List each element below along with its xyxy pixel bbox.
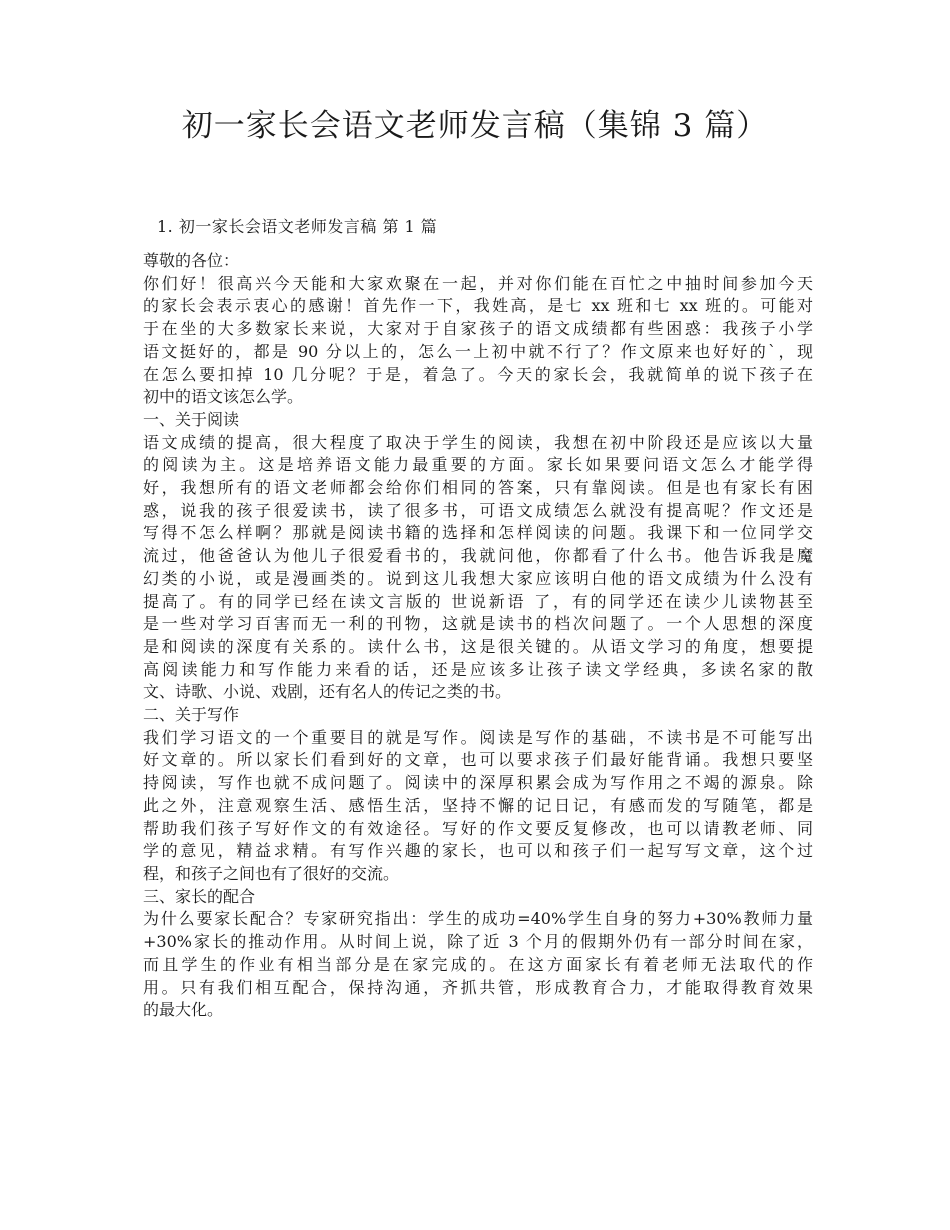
- text-line: +30%家长的推动作用。从时间上说，除了近 3 个月的假期外仍有一部分时间在家，: [143, 932, 813, 952]
- text-line: 于在坐的大多数家长来说，大家对于自家孩子的语文成绩都有些困惑：我孩子小学: [143, 319, 813, 339]
- text-line: 帮助我们孩子写好作文的有效途径。写好的作文要反复修改，也可以请教老师、同: [143, 818, 813, 838]
- section-heading: 1. 初一家长会语文老师发言稿 第 1 篇: [157, 217, 438, 236]
- text-line: 的最大化。: [143, 1000, 224, 1020]
- text-line: 惑，说我的孩子很爱读书，读了很多书，可语文成绩怎么就没有提高呢？作文还是: [143, 500, 813, 520]
- text-line: 写得不怎么样啊？那就是阅读书籍的选择和怎样阅读的问题。我课下和一位同学交: [143, 523, 813, 543]
- text-line: 是一些对学习百害而无一利的刊物，这就是读书的档次问题了。一个人思想的深度: [143, 614, 813, 634]
- text-line: 二、关于写作: [143, 705, 240, 725]
- text-line: 在怎么要扣掉 10 几分呢？于是，着急了。今天的家长会，我就简单的说下孩子在: [143, 364, 813, 384]
- text-line: 我们学习语文的一个重要目的就是写作。阅读是写作的基础，不读书是不可能写出: [143, 727, 813, 747]
- text-line: 程，和孩子之间也有了很好的交流。: [143, 863, 400, 883]
- text-line: 提高了。有的同学已经在读文言版的 世说新语 了，有的同学还在读少儿读物甚至: [143, 591, 813, 611]
- text-line: 初中的语文该怎么学。: [143, 387, 304, 407]
- text-line: 语文挺好的，都是 90 分以上的，怎么一上初中就不行了？作文原来也好好的`，现: [143, 341, 813, 361]
- text-line: 三、家长的配合: [143, 886, 256, 906]
- document-body: [143, 250, 813, 1022]
- text-line: 而且学生的作业有相当部分是在家完成的。在这方面家长有着老师无法取代的作: [143, 954, 813, 974]
- text-line: 为什么要家长配合？专家研究指出：学生的成功=40%学生自身的努力+30%教师力量: [143, 909, 813, 929]
- text-line: 持阅读，写作也就不成问题了。阅读中的深厚积累会成为写作用之不竭的源泉。除: [143, 773, 813, 793]
- text-line: 尊敬的各位：: [143, 251, 240, 270]
- text-line: 学的意见，精益求精。有写作兴趣的家长，也可以和孩子们一起写写文章，这个过: [143, 841, 813, 861]
- text-line: 好，我想所有的语文老师都会给你们相同的答案，只有靠阅读。但是也有家长有困: [143, 478, 813, 498]
- text-line: 好文章的。所以家长们看到好的文章，也可以要求孩子们最好能背诵。我想只要坚: [143, 750, 813, 770]
- text-line: 幻类的小说，或是漫画类的。说到这儿我想大家应该明白他的语文成绩为什么没有: [143, 568, 813, 588]
- text-line: 你们好！很高兴今天能和大家欢聚在一起，并对你们能在百忙之中抽时间参加今天: [143, 273, 813, 293]
- text-line: 流过，他爸爸认为他儿子很爱看书的，我就问他，你都看了什么书。他告诉我是魔: [143, 546, 813, 566]
- text-line: 此之外，注意观察生活、感悟生活，坚持不懈的记日记，有感而发的写随笔，都是: [143, 795, 813, 815]
- text-line: 用。只有我们相互配合，保持沟通，齐抓共管，形成教育合力，才能取得教育效果: [143, 977, 813, 997]
- text-line: 高阅读能力和写作能力来看的话，还是应该多让孩子读文学经典，多读名家的散: [143, 659, 813, 679]
- text-line: 的家长会表示衷心的感谢！首先作一下，我姓高，是七 xx 班和七 xx 班的。可能对: [143, 296, 813, 316]
- text-line: 的阅读为主。这是培养语文能力最重要的方面。家长如果要问语文怎么才能学得: [143, 455, 813, 475]
- text-line: 文、诗歌、小说、戏剧，还有名人的传记之类的书。: [143, 682, 512, 702]
- text-line: 语文成绩的提高，很大程度了取决于学生的阅读，我想在初中阶段还是应该以大量: [143, 432, 813, 452]
- document-title: 初一家长会语文老师发言稿（集锦 3 篇）: [181, 108, 769, 144]
- text-line: 一、关于阅读: [143, 409, 240, 429]
- text-line: 是和阅读的深度有关系的。读什么书，这是很关键的。从语文学习的角度，想要提: [143, 636, 813, 656]
